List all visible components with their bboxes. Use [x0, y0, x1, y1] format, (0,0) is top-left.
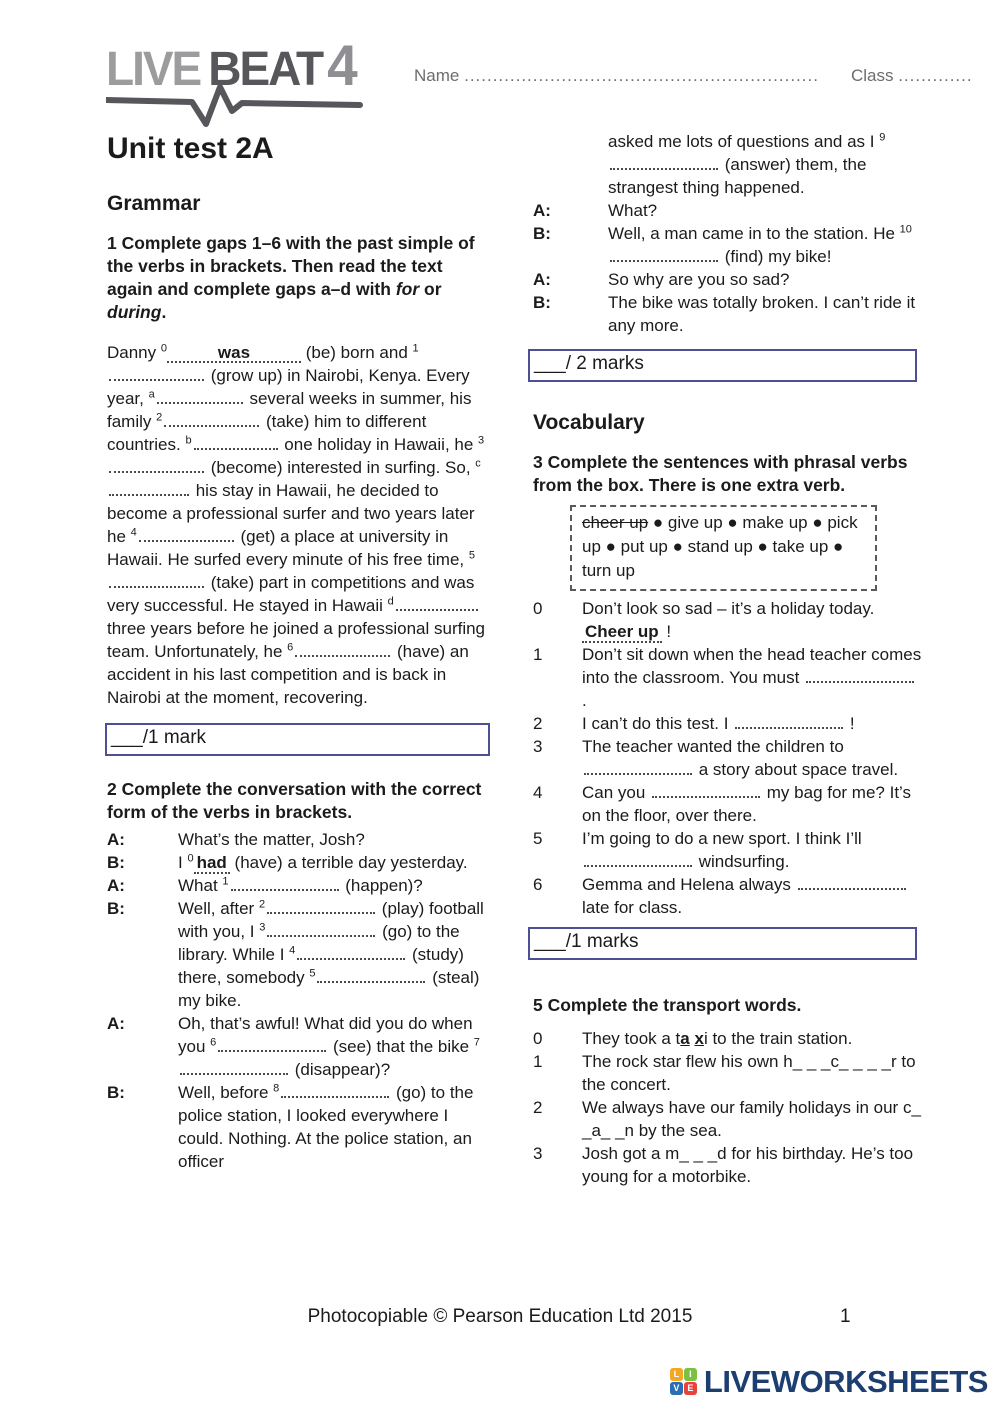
logo-tile-e: E	[684, 1382, 697, 1395]
speaker-label: A:	[107, 1014, 125, 1033]
answer-gap	[798, 875, 906, 890]
left-column	[107, 132, 492, 1173]
logo-tile-i: I	[684, 1368, 697, 1381]
dialogue-text: Well, before $^8$ (go) to the police station, I looked everywhere I could. Nothing. At the police station, an officer	[178, 1082, 474, 1171]
written-answer: Cheer up	[582, 622, 662, 643]
dialogue-line	[107, 1012, 492, 1081]
answer-gap	[317, 968, 425, 983]
name-class-line	[414, 66, 973, 86]
transport-item	[533, 1027, 922, 1050]
vocab-item	[533, 643, 922, 712]
item-number: 3	[533, 737, 543, 756]
dialogue-line	[107, 874, 492, 897]
speaker-label: B:	[533, 224, 551, 243]
answer-gap	[652, 783, 760, 798]
answer-gap	[584, 760, 692, 775]
item-text: I’m going to do a new sport. I think I’ll windsurfing.	[582, 829, 862, 871]
item-text: Josh got a m_ _ _d for his birthday. He’s too young for a motorbike.	[582, 1144, 914, 1186]
dialogue-text: Oh, that’s awful! What did you do when you $^6$ (see) that the bike $^7$ (disappear)?	[178, 1014, 480, 1079]
speaker-label: B:	[107, 853, 125, 872]
dialogue-text: I $^0$ had (have) a terrible day yesterday.	[178, 852, 468, 872]
liveworksheets-logo[interactable]	[670, 1366, 988, 1397]
answer-gap	[584, 852, 692, 867]
exercise2-mark-box: ___/ 2 marks	[528, 349, 917, 382]
item-number: 2	[533, 714, 543, 733]
liveworksheets-logo-icon	[670, 1368, 697, 1395]
dialogue-line	[107, 828, 492, 851]
item-number: 4	[533, 783, 543, 802]
speaker-label: B:	[533, 293, 551, 312]
item-text: Can you my bag for me? It’s on the floor, over there.	[582, 783, 912, 825]
livebeat-wordmark	[106, 32, 376, 98]
dialogue-text: So why are you so sad?	[608, 270, 790, 289]
vocab-item	[533, 597, 922, 643]
answer-gap	[267, 899, 375, 914]
item-number: 1	[533, 645, 543, 664]
item-text: Don’t sit down when the head teacher comes into the classroom. You must .	[582, 645, 922, 710]
copyright-line: Photocopiable © Pearson Education Ltd 2015	[307, 1306, 693, 1327]
answer-gap	[281, 1083, 389, 1098]
dialogue-text: The bike was totally broken. I can’t ride it any more.	[608, 293, 916, 335]
liveworksheets-wordmark: LIVEWORKSHEETS	[703, 1364, 988, 1399]
answer-gap	[610, 247, 718, 262]
transport-item	[533, 1050, 922, 1096]
dialogue-text: Well, a man came in to the station. He $^{10}$ (find) my bike!	[608, 223, 912, 266]
class-field	[851, 66, 973, 86]
answer-gap	[610, 155, 718, 170]
page-title: Unit test 2A	[107, 132, 274, 165]
dialogue-text: What?	[608, 201, 658, 220]
item-number: 5	[533, 829, 543, 848]
answer-gap	[157, 389, 243, 404]
vocab-item	[533, 781, 922, 827]
name-field	[414, 66, 819, 86]
class-dotted-line: .............	[898, 66, 973, 85]
answer-gap	[194, 435, 278, 450]
item-number: 1	[533, 1052, 543, 1071]
vocab-item	[533, 827, 922, 873]
dialogue-text: What’s the matter, Josh?	[178, 830, 365, 849]
answer-gap	[396, 596, 478, 611]
dialogue-line	[107, 897, 492, 1012]
exercise5-instructions: 5 Complete the transport words.	[533, 995, 802, 1015]
vocab-item	[533, 873, 922, 919]
dialogue-line	[533, 268, 922, 291]
answer-gap	[164, 412, 259, 427]
item-text: The rock star flew his own h_ _ _c_ _ _ _r to the concert.	[582, 1052, 916, 1094]
grammar-heading: Grammar	[107, 192, 201, 215]
item-number: 3	[533, 1144, 543, 1163]
item-number: 0	[533, 1029, 543, 1048]
answer-gap	[806, 668, 914, 683]
speaker-label: B:	[107, 899, 125, 918]
class-label: Class	[850, 66, 894, 85]
item-text: Don’t look so sad – it’s a holiday today. Cheer up !	[582, 599, 875, 641]
livebeat-live-text: LIVE	[106, 40, 201, 96]
phrasal-verbs-box: cheer up ● give up ● make up ● pick up ● put up ● stand up ● take up ● turn up	[570, 505, 877, 591]
page-number: 1	[840, 1306, 851, 1327]
dialogue-line	[107, 851, 492, 874]
item-text: They took a ta xi to the train station.	[582, 1029, 853, 1048]
exercise2-instructions: 2 Complete the conversation with the correct form of the verbs in brackets.	[107, 779, 482, 822]
answer-gap	[109, 366, 204, 381]
vocabulary-heading: Vocabulary	[533, 411, 645, 434]
vocab-item	[533, 712, 922, 735]
speaker-label: A:	[533, 201, 551, 220]
answer-gap	[267, 922, 375, 937]
item-text: I can’t do this test. I !	[582, 714, 855, 733]
right-column	[533, 130, 922, 1188]
exercise3-instructions: 3 Complete the sentences with phrasal verbs from the box. There is one extra verb.	[533, 452, 908, 495]
exercise3-mark-box: ___/1 marks	[528, 927, 917, 960]
dialogue-line	[107, 1081, 492, 1173]
dialogue-line	[533, 291, 922, 337]
transport-item	[533, 1142, 922, 1188]
answer-gap	[109, 573, 204, 588]
written-answer: was	[167, 344, 301, 363]
written-answer: had	[194, 853, 230, 874]
dialogue-line	[533, 199, 922, 222]
item-number: 0	[533, 599, 543, 618]
item-number: 6	[533, 875, 543, 894]
vocab-item	[533, 735, 922, 781]
dialogue-continuation: asked me lots of questions and as I $^9$ (answer) them, the strangest thing happened.	[608, 131, 886, 197]
dialogue-line	[533, 222, 922, 268]
livebeat-beat-text: BEAT	[208, 40, 323, 96]
item-text: Gemma and Helena always late for class.	[582, 873, 922, 919]
item-text: The teacher wanted the children to a story about space travel.	[582, 737, 899, 779]
exercise1-instructions: 1 Complete gaps 1–6 with the past simple of the verbs in brackets. Then read the text again and complete gaps a–d with for or during.	[107, 233, 475, 322]
speaker-label: A:	[107, 876, 125, 895]
answer-gap	[231, 876, 339, 891]
exercise1-text: Danny $^0$ was (be) born and $^1$ (grow up) in Nairobi, Kenya. Every year, $^a$ several weeks in summer, his family $^2$ (take) him to different countries. $^b$ one holiday in Hawaii, he $^3$ (become) interested in surfing. So, $^c$ his stay in Hawaii, he decided to become a professional surfer and two years later he $^4$ (get) a place at university in Hawaii. He surfed every minute of his free time, $^5$ (take) part in competitions and was very successful. He stayed in Hawaii $^d$ three years before he joined a professional surfing team. Unfortunately, he $^6$ (have) an accident in his last competition and is back in Nairobi at the moment, recovering.	[107, 342, 486, 707]
dialogue-text: Well, after $^2$ (play) football with you, I $^3$ (go) to the library. While I $^4$ (study) there, somebody $^5$ (steal) my bike.	[178, 898, 484, 1010]
speaker-label: A:	[107, 830, 125, 849]
answer-gap	[297, 945, 405, 960]
exercise1-mark-box: ___/1 mark	[105, 723, 490, 756]
transport-item	[533, 1096, 922, 1142]
answer-gap	[295, 642, 390, 657]
dialogue-text: What $^1$ (happen)?	[178, 875, 423, 895]
name-dotted-line: ..............................................................	[464, 66, 819, 85]
livebeat-logo	[106, 32, 376, 128]
logo-tile-v: V	[670, 1382, 683, 1395]
speaker-label: B:	[107, 1083, 125, 1102]
answer-gap	[109, 458, 204, 473]
answer-gap	[109, 481, 189, 496]
answer-gap	[218, 1037, 326, 1052]
answer-gap	[139, 527, 234, 542]
item-text: We always have our family holidays in our c_ _a_ _n by the sea.	[582, 1098, 921, 1140]
speaker-label: A:	[533, 270, 551, 289]
answer-gap	[735, 714, 843, 729]
name-label: Name	[414, 66, 460, 85]
answer-gap	[180, 1060, 288, 1075]
livebeat-number: 4	[327, 32, 356, 98]
item-number: 2	[533, 1098, 543, 1117]
logo-tile-l: L	[670, 1368, 683, 1381]
